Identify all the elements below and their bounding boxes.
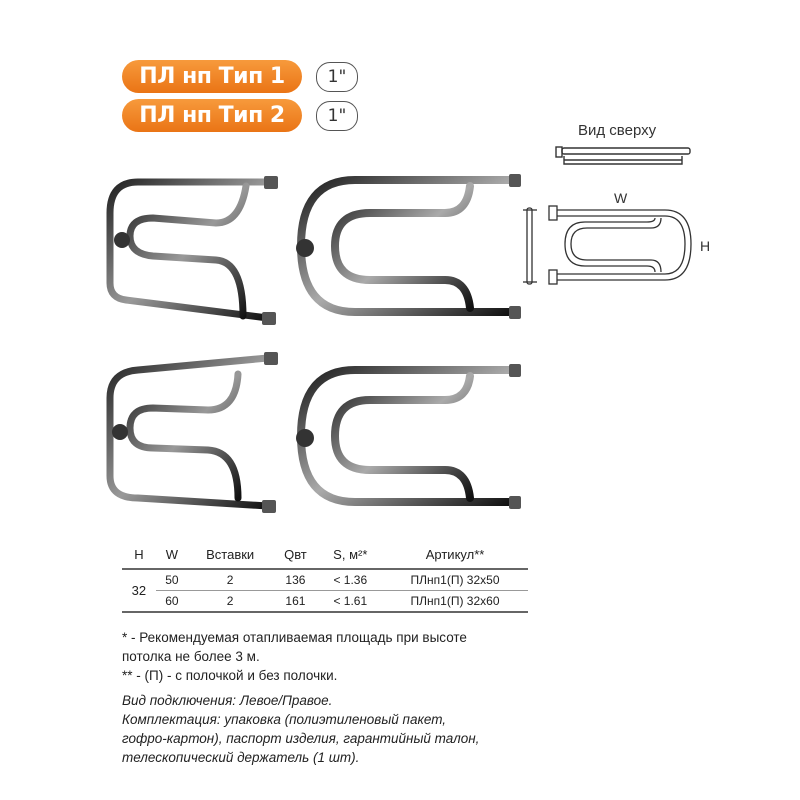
footnote-shelf: ** - (П) - с полочкой и без полочки. <box>122 668 338 683</box>
kit-line-3: телескопический держатель (1 шт). <box>122 750 360 765</box>
col-header-article: Артикул** <box>382 542 528 569</box>
col-header-w: W <box>156 542 188 569</box>
table-header-row <box>122 542 528 569</box>
towel-rail-photo-type1 <box>98 348 288 518</box>
cell-power: 136 <box>272 569 318 591</box>
table-row <box>122 591 528 613</box>
cell-inserts: 2 <box>188 569 272 591</box>
front-view-drawing <box>515 198 700 298</box>
towel-rail-photo-type2-with-shelf <box>285 168 525 328</box>
col-header-h: H <box>122 542 156 569</box>
cell-article: ПЛнп1(П) 32х60 <box>382 591 528 613</box>
towel-rail-photo-type2 <box>285 360 525 520</box>
connection-size-pill: 1" <box>316 62 358 92</box>
width-dimension-label: W <box>614 190 628 206</box>
cell-w: 50 <box>156 569 188 591</box>
product-type-badge: ПЛ нп Тип 1 <box>122 60 302 93</box>
cell-inserts: 2 <box>188 591 272 613</box>
footnote-area: * - Рекомендуемая отапливаемая площадь при высоте <box>122 630 467 645</box>
connection-size-pill: 1" <box>316 101 358 131</box>
kit-line-2: гофро-картон), паспорт изделия, гарантийный талон, <box>122 731 480 746</box>
cell-w: 60 <box>156 591 188 613</box>
product-type-badge: ПЛ нп Тип 2 <box>122 99 302 132</box>
cell-h: 32 <box>122 569 156 612</box>
col-header-power: Qвт <box>272 542 318 569</box>
col-header-area: S, м²* <box>319 542 383 569</box>
footnote-area-cont: потолка не более 3 м. <box>122 649 260 664</box>
cell-power: 161 <box>272 591 318 613</box>
cell-area: < 1.61 <box>319 591 383 613</box>
top-view-drawing <box>550 142 700 172</box>
towel-rail-photo-type1-with-shelf <box>98 168 288 338</box>
top-view-label: Вид сверху <box>578 122 657 139</box>
table-row <box>122 569 528 591</box>
kit-line-1: Комплектация: упаковка (полиэтиленовый пакет, <box>122 712 447 727</box>
connection-type: Вид подключения: Левое/Правое. <box>122 693 333 708</box>
product-badge-row-1 <box>122 60 358 93</box>
cell-article: ПЛнп1(П) 32х50 <box>382 569 528 591</box>
cell-area: < 1.36 <box>319 569 383 591</box>
product-badge-row-2 <box>122 99 358 132</box>
col-header-inserts: Вставки <box>188 542 272 569</box>
notes-section <box>122 628 582 767</box>
specification-table <box>122 542 528 613</box>
height-dimension-label: H <box>700 238 711 254</box>
